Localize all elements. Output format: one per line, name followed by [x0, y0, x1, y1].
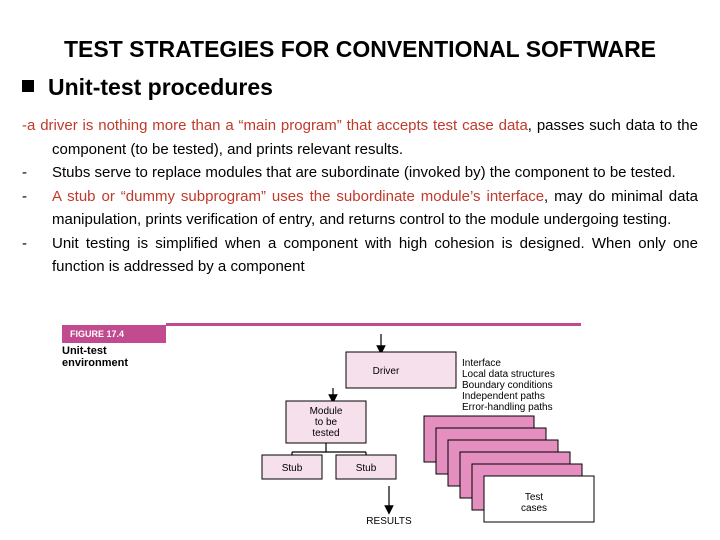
interface-item: Local data structures: [462, 369, 555, 380]
interface-item: Error-handling paths: [462, 402, 553, 413]
interface-item: Boundary conditions: [462, 380, 553, 391]
interface-item: Independent paths: [462, 391, 545, 402]
interface-item: Interface: [462, 358, 501, 369]
test-case-label: cases: [520, 503, 548, 514]
module-label: tested: [312, 428, 340, 439]
bullet-text: Stubs serve to replace modules that are subordinate (invoked by) the component to be tested.: [52, 164, 676, 181]
bullet-dash: -: [22, 187, 27, 205]
caption-line: environment: [62, 357, 129, 369]
bullet-text: Unit testing is simplified when a component with high cohesion is designed. When only one function is addressed by a component: [52, 234, 698, 275]
figure-label: FIGURE 17.4: [62, 325, 166, 343]
stub-right-label: Stub: [355, 463, 377, 474]
stub-definition-rest: , may do minimal data manipulation, prints verification of entry, and returns control to the module undergoing testing.: [52, 187, 698, 228]
driver-definition-rest: , passes such data to the component (to be tested), and prints relevant results.: [52, 117, 698, 158]
driver-box: [346, 352, 456, 388]
bullet-dash: -: [22, 164, 27, 181]
heading-text: Unit-test procedures: [48, 74, 273, 100]
module-label: to be: [314, 417, 338, 428]
caption-line: Unit-test: [62, 345, 107, 357]
driver-definition-text: -a driver is nothing more than a “main program” that accepts test case data: [22, 117, 528, 134]
bullet-dash: -: [22, 234, 27, 252]
slide-title: TEST STRATEGIES FOR CONVENTIONAL SOFTWARE: [63, 36, 657, 62]
results-label: RESULTS: [366, 516, 412, 527]
driver-label: Driver: [372, 366, 400, 377]
stub-definition-text: A stub or “dummy subprogram” uses the subordinate module’s interface: [52, 187, 545, 205]
interface-list: [462, 358, 555, 413]
stub-left-label: Stub: [281, 463, 303, 474]
test-case-label: Test: [524, 492, 544, 503]
test-case-stack: [424, 416, 594, 522]
module-label: Module: [309, 406, 343, 417]
